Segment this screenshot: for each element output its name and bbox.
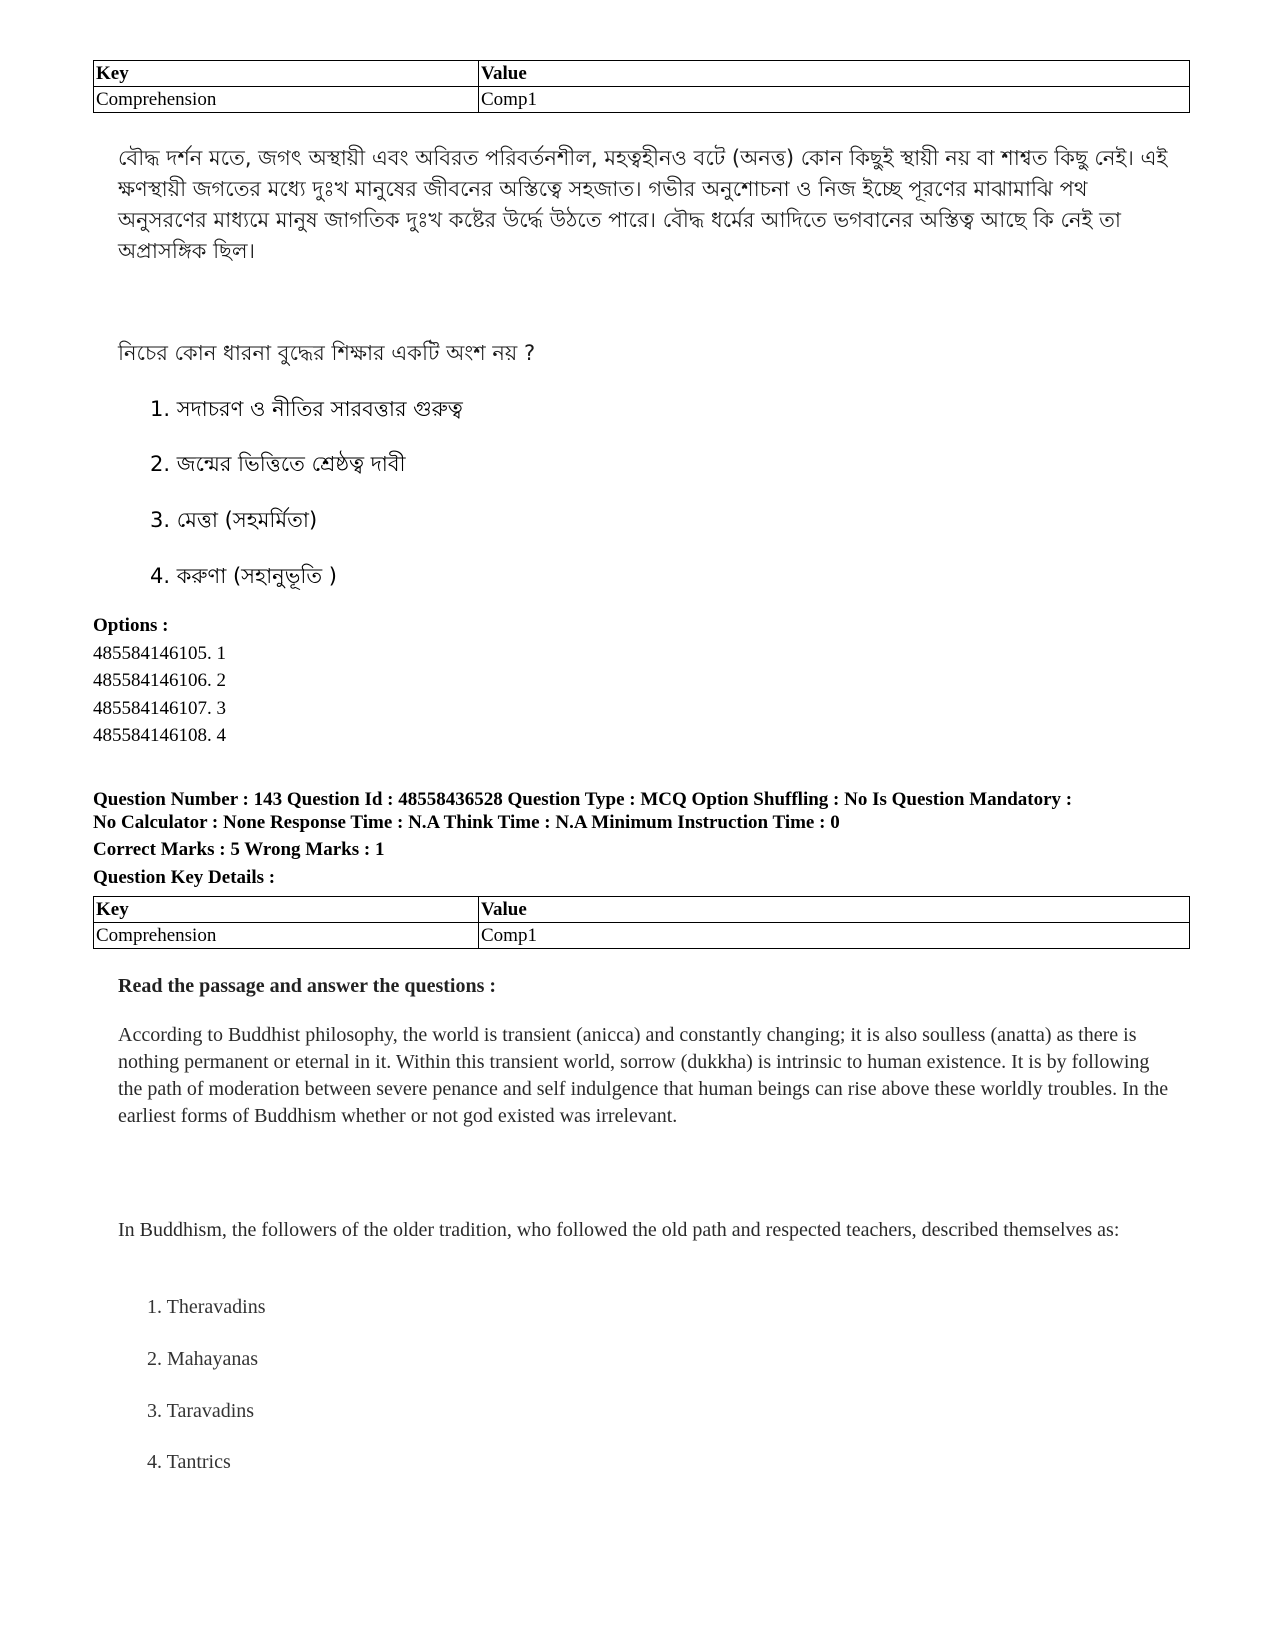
option-id-4: 485584146108. 4 xyxy=(93,725,226,746)
english-option-4: 4. Tantrics xyxy=(147,1451,231,1473)
english-passage: According to Buddhist philosophy, the world is transient (anicca) and constantly changing; it is also soulless (anatta) as there is nothing permanent or eternal in it. Within this transient world, sorrow (dukkha) is intrinsic to human existence. It is by following the path of moderation between severe penance and self indulgence that human beings can rise above these worldly troubles. In the earliest forms of Buddhism whether or not god existed was irrelevant. xyxy=(118,1024,1169,1127)
table-row xyxy=(94,923,1190,949)
key-value-table-bottom xyxy=(93,896,1190,949)
bengali-option-2: 2. জন্মের ভিত্তিতে শ্রেষ্ঠত্ব দাবী xyxy=(150,452,406,476)
english-option-3: 3. Taravadins xyxy=(147,1400,255,1422)
table-row xyxy=(94,87,1190,113)
table-header-row xyxy=(94,61,1190,87)
english-heading: Read the passage and answer the questions : xyxy=(118,975,497,997)
option-id-3: 485584146107. 3 xyxy=(93,698,226,719)
bengali-question: নিচের কোন ধারনা বুদ্ধের শিক্ষার একটি অংশ নয় ? xyxy=(118,341,536,365)
english-question: In Buddhism, the followers of the older tradition, who followed the old path and respected teachers, described themselves as: xyxy=(118,1219,1120,1241)
option-id-1: 485584146105. 1 xyxy=(93,643,226,664)
question-key-details-label: Question Key Details : xyxy=(93,867,276,888)
english-option-2: 2. Mahayanas xyxy=(147,1348,259,1370)
table-header-value: Value xyxy=(479,61,1190,87)
options-label: Options : xyxy=(93,615,169,636)
bengali-option-4: 4. করুণা (সহানুভূতি ) xyxy=(150,564,337,588)
table-header-key: Key xyxy=(94,61,479,87)
table-cell-key: Comprehension xyxy=(94,87,479,113)
bengali-option-1: 1. সদাচরণ ও নীতির সারবত্তার গুরুত্ব xyxy=(150,397,463,421)
table-cell-value: Comp1 xyxy=(479,87,1190,113)
question-meta-line-2: No Calculator : None Response Time : N.A Think Time : N.A Minimum Instruction Time : 0 xyxy=(93,812,840,833)
bengali-passage: বৌদ্ধ দর্শন মতে, জগৎ অস্থায়ী এবং অবিরত পরিবর্তনশীল, মহত্বহীনও বটে (অনত্ত) কোন কিছুই স্থায়ী নয় বা শাশ্বত কিছু নেই। এই ক্ষণস্থায়ী জগতের মধ্যে দুঃখ মানুষের জীবনের অস্তিত্বে সহজাত। গভীর অনুশোচনা ও নিজ ইচ্ছে পূরণের মাঝামাঝি পথ অনুসরণের মাধ্যমে মানুষ জাগতিক দুঃখ কষ্টের উর্দ্ধে উঠতে পারে। বৌদ্ধ ধর্মের আদিতে ভগবানের অস্তিত্ব আছে কি নেই তা অপ্রাসঙ্গিক ছিল। xyxy=(118,146,1168,263)
question-meta-line-1: Question Number : 143 Question Id : 48558436528 Question Type : MCQ Option Shuffling : No Is Question Mandatory : xyxy=(93,789,1073,810)
question-marks: Correct Marks : 5 Wrong Marks : 1 xyxy=(93,839,385,860)
english-option-1: 1. Theravadins xyxy=(147,1296,266,1318)
bengali-option-3: 3. মেত্তা (সহমর্মিতা) xyxy=(150,508,318,532)
table-header-value: Value xyxy=(479,897,1190,923)
table-cell-key: Comprehension xyxy=(94,923,479,949)
option-id-2: 485584146106. 2 xyxy=(93,670,226,691)
table-header-row xyxy=(94,897,1190,923)
key-value-table-top xyxy=(93,60,1190,113)
table-header-key: Key xyxy=(94,897,479,923)
table-cell-value: Comp1 xyxy=(479,923,1190,949)
